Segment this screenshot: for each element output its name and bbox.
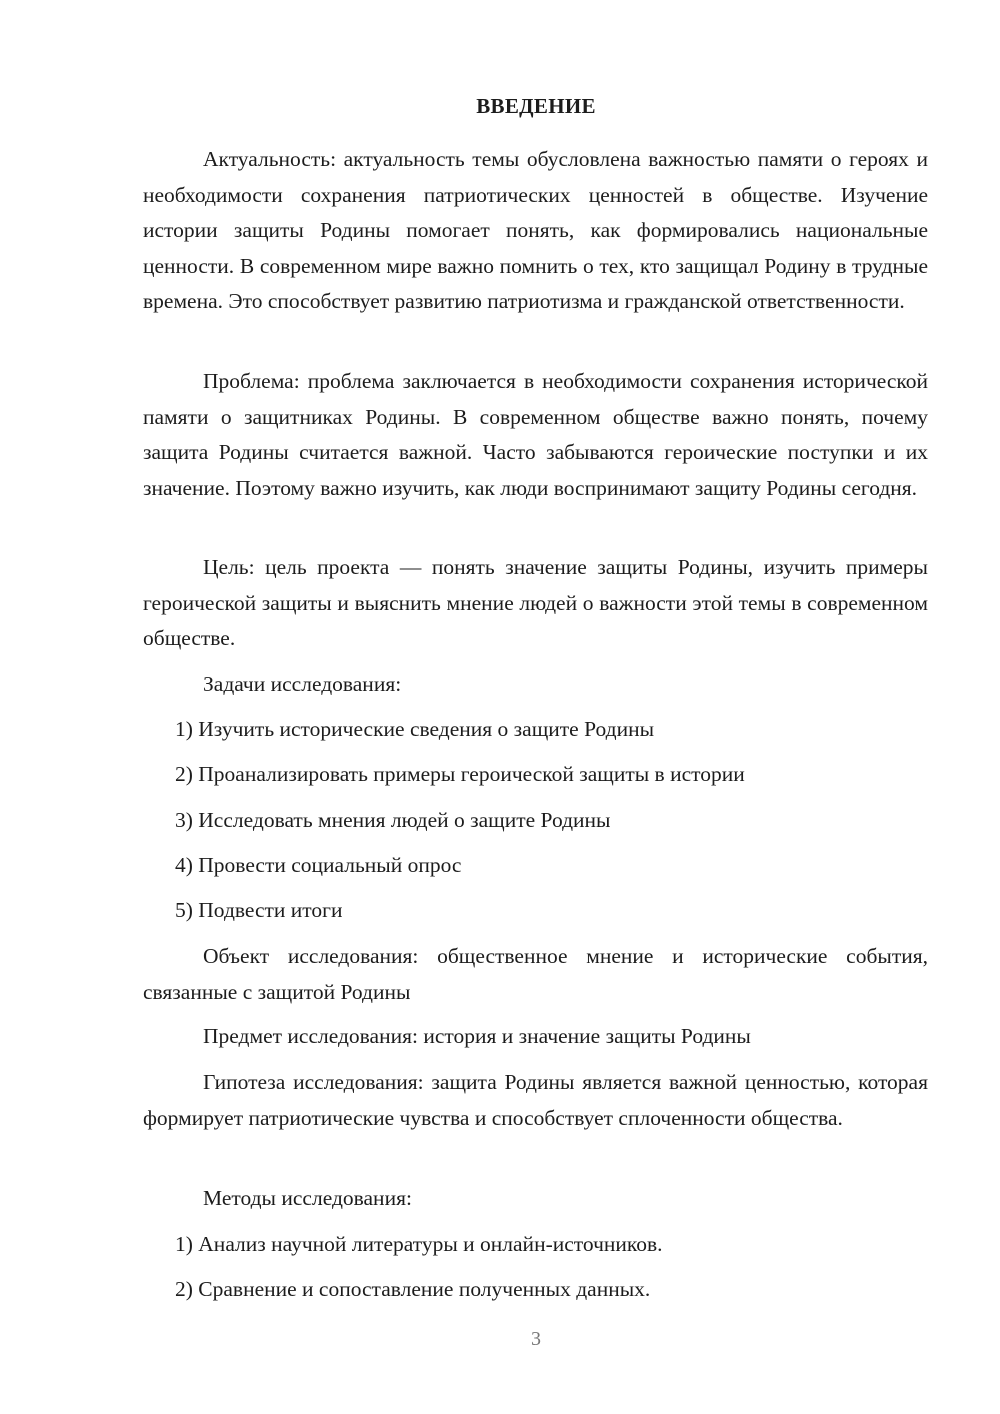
tasks-title: Задачи исследования: [203, 672, 402, 696]
task-item: 3) Исследовать мнения людей о защите Родины [175, 808, 611, 832]
subject-paragraph: Предмет исследования: история и значение защиты Родины [203, 1024, 751, 1048]
relevance-paragraph: Актуальность: актуальность темы обусловлена важностью памяти о героях и необходимости сохранения патриотических ценностей в обществе. Изучение истории защиты Родины помогает понять, как формировались национальные ценности. В современном мире важно помнить о тех, кто защищал Родину в трудные времена. Это способствует развитию патриотизма и гражданской ответственности. [143, 147, 928, 313]
goal-paragraph: Цель: цель проекта — понять значение защиты Родины, изучить примеры героической защиты и выяснить мнение людей о важности этой темы в современном обществе. [143, 555, 928, 650]
hypothesis-paragraph: Гипотеза исследования: защита Родины является важной ценностью, которая формирует патриотические чувства и способствует сплоченности общества. [143, 1070, 928, 1130]
page-number: 3 [531, 1328, 541, 1350]
method-item: 1) Анализ научной литературы и онлайн-источников. [175, 1232, 663, 1256]
page-title: ВВЕДЕНИЕ [476, 94, 596, 118]
problem-paragraph: Проблема: проблема заключается в необходимости сохранения исторической памяти о защитниках Родины. В современном обществе важно понять, почему защита Родины считается важной. Часто забываются героические поступки и их значение. Поэтому важно изучить, как люди воспринимают защиту Родины сегодня. [143, 369, 928, 500]
task-item: 1) Изучить исторические сведения о защите Родины [175, 717, 655, 741]
methods-title: Методы исследования: [203, 1186, 412, 1210]
task-item: 4) Провести социальный опрос [175, 853, 462, 877]
task-item: 5) Подвести итоги [175, 898, 343, 922]
task-item: 2) Проанализировать примеры героической защиты в истории [175, 762, 745, 786]
method-item: 2) Сравнение и сопоставление полученных данных. [175, 1277, 651, 1301]
object-paragraph: Объект исследования: общественное мнение и исторические события, связанные с защитой Родины [143, 944, 928, 1004]
